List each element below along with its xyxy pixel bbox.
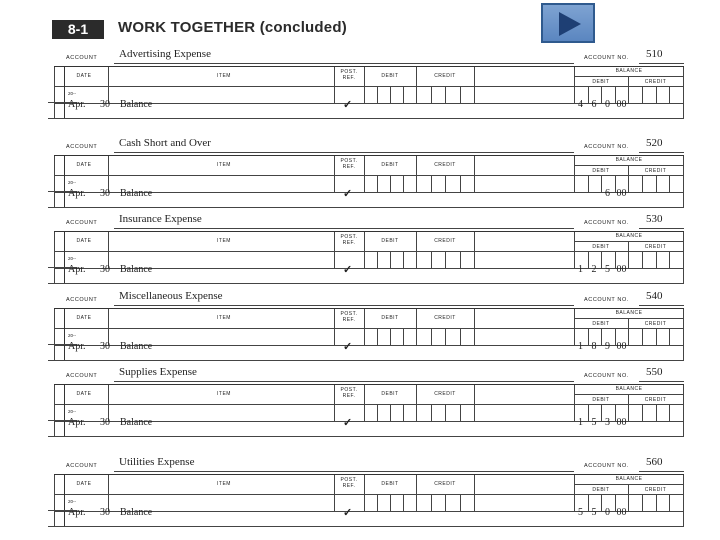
account-heading	[54, 50, 684, 66]
balance-digit: 8	[591, 341, 597, 352]
balance-header: BALANCE	[615, 310, 643, 316]
date-header: DATE	[76, 315, 92, 321]
account-label: ACCOUNT	[66, 463, 98, 469]
ledger-account	[54, 215, 684, 284]
date-header: DATE	[76, 162, 92, 168]
balance-debit-header: DEBIT	[592, 487, 610, 493]
balance-header: BALANCE	[615, 386, 643, 392]
section-badge: 8-1	[52, 20, 104, 39]
post-ref-checkmark: ✓	[343, 417, 353, 429]
balance-digit: 00	[616, 417, 627, 428]
entry-day: 30	[100, 99, 110, 110]
account-label: ACCOUNT	[66, 144, 98, 150]
date-header: DATE	[76, 391, 92, 397]
entry-day: 30	[100, 507, 110, 518]
account-no-label: ACCOUNT NO.	[584, 220, 630, 226]
account-name: Advertising Expense	[119, 48, 211, 60]
account-heading	[54, 139, 684, 155]
balance-digit: 1	[578, 264, 583, 275]
balance-credit-header: CREDIT	[644, 321, 667, 327]
balance-digit: 6	[591, 99, 597, 110]
balance-header: BALANCE	[615, 233, 643, 239]
credit-header: CREDIT	[434, 315, 456, 321]
entry-month: Apr.	[68, 507, 86, 518]
entry-day: 30	[100, 341, 110, 352]
next-slide-button[interactable]	[541, 3, 595, 43]
balance-header: BALANCE	[615, 157, 643, 163]
balance-debit-header: DEBIT	[592, 397, 610, 403]
account-heading	[54, 292, 684, 308]
debit-header: DEBIT	[381, 481, 399, 487]
credit-header: CREDIT	[434, 238, 456, 244]
post-ref-checkmark: ✓	[343, 507, 353, 519]
balance-digit: 1	[578, 417, 583, 428]
account-name: Insurance Expense	[119, 213, 202, 225]
entry-month: Apr.	[68, 341, 86, 352]
credit-header: CREDIT	[434, 162, 456, 168]
balance-digit: 00	[616, 507, 627, 518]
debit-header: DEBIT	[381, 391, 399, 397]
account-no-label: ACCOUNT NO.	[584, 144, 630, 150]
play-icon	[557, 12, 581, 36]
balance-digit: 2	[591, 264, 597, 275]
balance-header: BALANCE	[615, 68, 643, 74]
entry-item: Balance	[120, 507, 153, 518]
ledger-account	[54, 139, 684, 208]
entry-month: Apr.	[68, 264, 86, 275]
ledger-account	[54, 458, 684, 527]
year-label: 20--	[68, 256, 77, 261]
balance-debit-header: DEBIT	[592, 168, 610, 174]
entry-day: 30	[100, 264, 110, 275]
balance-credit-header: CREDIT	[644, 244, 667, 250]
account-no-label: ACCOUNT NO.	[584, 55, 630, 61]
debit-header: DEBIT	[381, 238, 399, 244]
account-no-label: ACCOUNT NO.	[584, 463, 630, 469]
account-label: ACCOUNT	[66, 220, 98, 226]
ledger-grid	[54, 231, 684, 284]
entry-month: Apr.	[68, 99, 86, 110]
ledger-grid	[54, 474, 684, 527]
date-header: DATE	[76, 238, 92, 244]
account-heading	[54, 368, 684, 384]
post-ref-header: POST. REF.	[340, 477, 358, 489]
account-label: ACCOUNT	[66, 297, 98, 303]
account-label: ACCOUNT	[66, 373, 98, 379]
date-header: DATE	[76, 481, 92, 487]
post-ref-header: POST. REF.	[340, 387, 358, 399]
account-heading	[54, 215, 684, 231]
credit-header: CREDIT	[434, 73, 456, 79]
account-name: Utilities Expense	[119, 456, 195, 468]
balance-digit: 3	[605, 417, 610, 428]
account-number: 520	[646, 137, 663, 149]
entry-day: 30	[100, 188, 110, 199]
item-header: ITEM	[217, 162, 231, 168]
balance-credit-header: CREDIT	[644, 79, 667, 85]
credit-header: CREDIT	[434, 391, 456, 397]
entry-item: Balance	[120, 264, 153, 275]
entry-item: Balance	[120, 417, 153, 428]
balance-digit: 0	[605, 507, 610, 518]
ledger-grid	[54, 66, 684, 119]
post-ref-header: POST. REF.	[340, 69, 358, 81]
balance-debit-header: DEBIT	[592, 244, 610, 250]
balance-digit: 00	[616, 341, 627, 352]
debit-header: DEBIT	[381, 162, 399, 168]
page-title: WORK TOGETHER (concluded)	[118, 19, 347, 36]
year-label: 20--	[68, 409, 77, 414]
account-name: Supplies Expense	[119, 366, 197, 378]
account-number: 540	[646, 290, 663, 302]
post-ref-header: POST. REF.	[340, 311, 358, 323]
balance-digit: 00	[616, 188, 627, 199]
account-number: 550	[646, 366, 663, 378]
post-ref-header: POST. REF.	[340, 234, 358, 246]
post-ref-checkmark: ✓	[343, 99, 353, 111]
post-ref-checkmark: ✓	[343, 341, 353, 353]
entry-month: Apr.	[68, 188, 86, 199]
ledger-account	[54, 368, 684, 437]
balance-digit: 5	[591, 507, 597, 518]
balance-credit-header: CREDIT	[644, 397, 667, 403]
entry-day: 30	[100, 417, 110, 428]
account-name: Miscellaneous Expense	[119, 290, 223, 302]
ledger-account	[54, 50, 684, 119]
year-label: 20--	[68, 333, 77, 338]
account-no-label: ACCOUNT NO.	[584, 297, 630, 303]
balance-digit: 4	[578, 99, 583, 110]
ledger-account	[54, 292, 684, 361]
year-label: 20--	[68, 91, 77, 96]
balance-debit-header: DEBIT	[592, 321, 610, 327]
balance-digit: 00	[616, 264, 627, 275]
account-number: 560	[646, 456, 663, 468]
post-ref-checkmark: ✓	[343, 188, 353, 200]
balance-digit: 0	[605, 99, 610, 110]
balance-digit: 5	[578, 507, 583, 518]
item-header: ITEM	[217, 238, 231, 244]
credit-header: CREDIT	[434, 481, 456, 487]
item-header: ITEM	[217, 73, 231, 79]
debit-header: DEBIT	[381, 73, 399, 79]
balance-debit-header: DEBIT	[592, 79, 610, 85]
account-number: 510	[646, 48, 663, 60]
ledger-grid	[54, 308, 684, 361]
balance-credit-header: CREDIT	[644, 168, 667, 174]
balance-digit: 5	[605, 264, 610, 275]
account-number: 530	[646, 213, 663, 225]
balance-digit: 6	[605, 188, 610, 199]
balance-header: BALANCE	[615, 476, 643, 482]
balance-digit: 5	[591, 417, 597, 428]
debit-header: DEBIT	[381, 315, 399, 321]
account-heading	[54, 458, 684, 474]
entry-month: Apr.	[68, 417, 86, 428]
balance-digit: 1	[578, 341, 583, 352]
post-ref-checkmark: ✓	[343, 264, 353, 276]
entry-item: Balance	[120, 188, 153, 199]
post-ref-header: POST. REF.	[340, 158, 358, 170]
item-header: ITEM	[217, 481, 231, 487]
balance-credit-header: CREDIT	[644, 487, 667, 493]
account-name: Cash Short and Over	[119, 137, 211, 149]
year-label: 20--	[68, 499, 77, 504]
date-header: DATE	[76, 73, 92, 79]
year-label: 20--	[68, 180, 77, 185]
item-header: ITEM	[217, 315, 231, 321]
item-header: ITEM	[217, 391, 231, 397]
entry-item: Balance	[120, 99, 153, 110]
balance-digit: 00	[616, 99, 627, 110]
entry-item: Balance	[120, 341, 153, 352]
ledger-grid	[54, 155, 684, 208]
account-label: ACCOUNT	[66, 55, 98, 61]
account-no-label: ACCOUNT NO.	[584, 373, 630, 379]
balance-digit: 9	[605, 341, 610, 352]
ledger-grid	[54, 384, 684, 437]
